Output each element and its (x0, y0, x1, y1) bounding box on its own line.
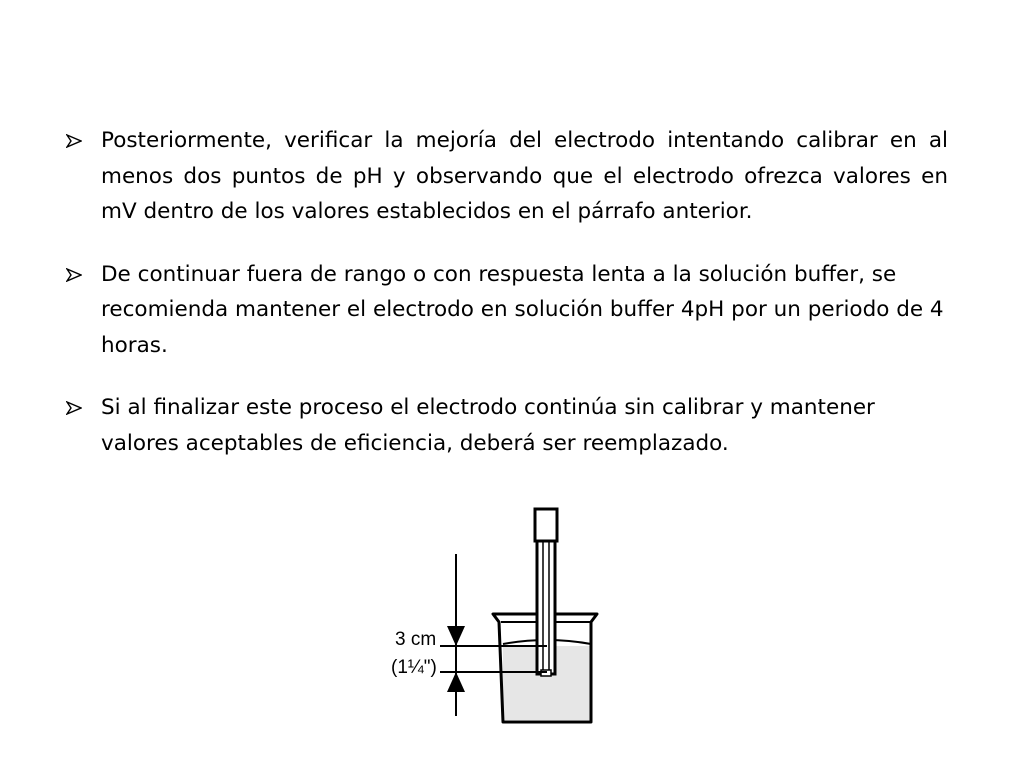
bullet-item (64, 123, 948, 230)
depth-label-imperial: (1¼") (391, 657, 437, 678)
down-arrow-icon (447, 626, 465, 646)
electrode-immersion-diagram (385, 504, 605, 724)
bullet-item (64, 257, 948, 364)
bullet-list (64, 123, 948, 488)
up-arrow-icon (447, 672, 465, 692)
arrow-bullet-icon (64, 257, 90, 293)
electrode-cap (535, 509, 557, 541)
bullet-text: Posteriormente, verificar la mejoría del electrodo intentando calibrar en al menos dos puntos de pH y observando que el electrodo ofrezca valores en mV dentro de los valores establecidos en el párrafo anterior. (101, 128, 948, 224)
depth-label: 3 cm (395, 629, 437, 650)
bullet-text: De continuar fuera de rango o con respuesta lenta a la solución buffer, se recomienda mantener el electrodo en solución buffer 4pH por un periodo de 4 horas. (101, 261, 944, 358)
bullet-item (64, 390, 948, 461)
bullet-text: Si al finalizar este proceso el electrodo continúa sin calibrar y mantener valores aceptables de eficiencia, deberá ser reemplazado. (101, 395, 875, 456)
arrow-bullet-icon (64, 123, 90, 159)
arrow-bullet-icon (64, 390, 90, 426)
